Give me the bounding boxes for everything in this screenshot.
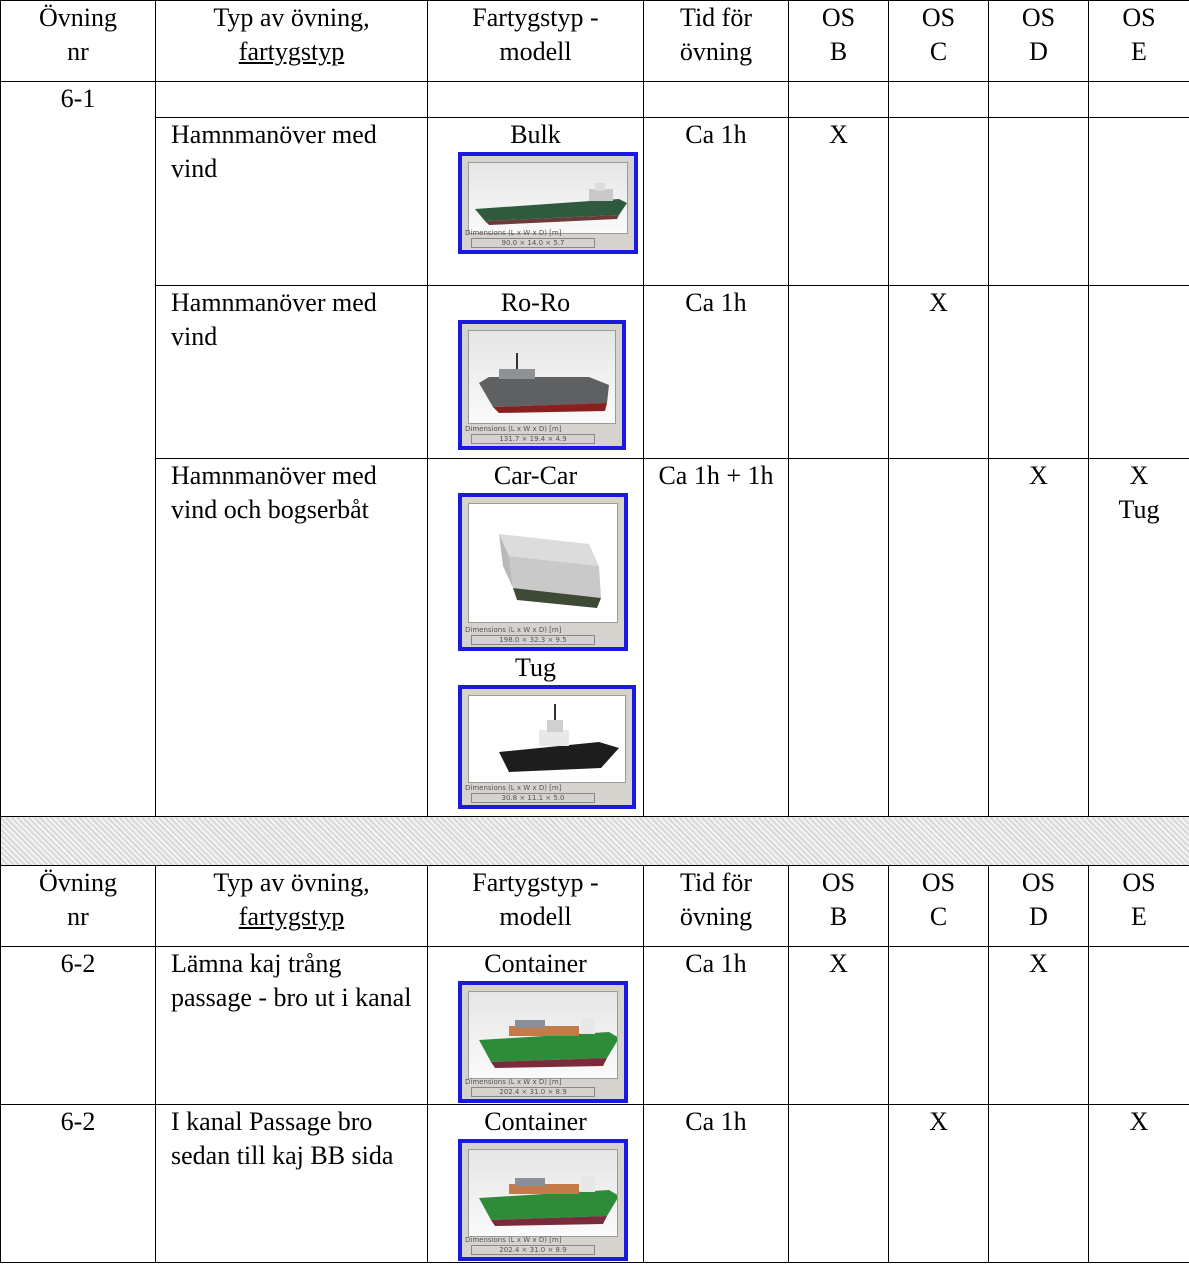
mark-osb: X — [789, 118, 889, 286]
mark-ose — [1089, 286, 1189, 459]
header-modell: Fartygstyp - modell — [428, 866, 644, 947]
exercise-time: Ca 1h + 1h — [644, 459, 789, 817]
car-carrier-icon — [469, 504, 618, 622]
bulk-ship-icon — [469, 163, 628, 233]
ship-thumbnail: Dimensions (L x W x D) [m] 30.8 × 11.1 × 5.0 — [458, 685, 636, 809]
mark-osd: X — [989, 947, 1089, 1105]
header-osb: OS B — [789, 1, 889, 82]
header-ose: OS E — [1089, 1, 1189, 82]
mark-osc — [889, 947, 989, 1105]
exercise-nr: 6-1 — [1, 82, 156, 817]
exercise-type: Hamnmanöver med vind och bogserbåt — [156, 459, 428, 817]
mark-osd — [989, 1105, 1089, 1263]
header-nr: Övning nr — [1, 1, 156, 82]
header-ose: OS E — [1089, 866, 1189, 947]
table-row — [1, 459, 1189, 817]
model-name: Container — [484, 949, 587, 978]
header-tid: Tid för övning — [644, 1, 789, 82]
model-name: Bulk — [510, 120, 561, 149]
header-osc: OS C — [889, 1, 989, 82]
mark-ose — [1089, 118, 1189, 286]
ship-thumbnail: Dimensions (L x W x D) [m] 198.0 × 32.3 × 9.5 — [458, 493, 628, 651]
header-tid: Tid för övning — [644, 866, 789, 947]
mark-osb — [789, 286, 889, 459]
section-divider — [1, 817, 1189, 866]
mark-osc — [889, 118, 989, 286]
mark-osb — [789, 1105, 889, 1263]
exercise-time: Ca 1h — [644, 947, 789, 1105]
mark-osb: X — [789, 947, 889, 1105]
table-row — [1, 1105, 1189, 1263]
exercise-time: Ca 1h — [644, 1105, 789, 1263]
container-ship-icon — [469, 992, 618, 1078]
exercise-type: Lämna kaj trång passage - bro ut i kanal — [156, 947, 428, 1105]
model-cell — [428, 1105, 644, 1263]
header-typ: Typ av övning, fartygstyp — [156, 1, 428, 82]
model-cell — [428, 459, 644, 817]
exercise-type: Hamnmanöver med vind — [156, 286, 428, 459]
section1-title-row — [1, 82, 1189, 118]
model-name: Car-Car — [493, 461, 578, 490]
table-row — [1, 286, 1189, 459]
mark-osd — [989, 118, 1089, 286]
container-ship-icon — [469, 1150, 618, 1236]
roro-ship-icon — [469, 331, 616, 423]
table-row — [1, 947, 1189, 1105]
model-cell — [428, 118, 644, 286]
header-row — [1, 1, 1189, 82]
exercise-time: Ca 1h — [644, 118, 789, 286]
model-name: Ro-Ro — [500, 288, 571, 317]
exercise-time: Ca 1h — [644, 286, 789, 459]
mark-osc: X — [889, 1105, 989, 1263]
header-nr: Övning nr — [1, 866, 156, 947]
header-osd: OS D — [989, 1, 1089, 82]
table-row — [1, 118, 1189, 286]
ship-thumbnail: Dimensions (L x W x D) [m] 90.0 × 14.0 × 5.7 — [458, 152, 638, 254]
header-modell: Fartygstyp - modell — [428, 1, 644, 82]
header-typ: Typ av övning, fartygstyp — [156, 866, 428, 947]
mark-osb — [789, 459, 889, 817]
mark-osc — [889, 459, 989, 817]
exercise-nr: 6-2 — [1, 947, 156, 1105]
ship-thumbnail: Dimensions (L x W x D) [m] 202.4 × 31.0 × 8.9 — [458, 981, 628, 1103]
model-name: Tug — [515, 653, 556, 682]
mark-osc: X — [889, 286, 989, 459]
mark-ose: X — [1089, 1105, 1189, 1263]
mark-ose: X Tug — [1089, 459, 1189, 817]
header-row — [1, 866, 1189, 947]
model-cell — [428, 947, 644, 1105]
ship-thumbnail: Dimensions (L x W x D) [m] 131.7 × 19.4 × 4.9 — [458, 320, 626, 450]
header-osb: OS B — [789, 866, 889, 947]
model-name: Container — [484, 1107, 587, 1136]
header-osc: OS C — [889, 866, 989, 947]
ship-thumbnail: Dimensions (L x W x D) [m] 202.4 × 31.0 × 8.9 — [458, 1139, 628, 1261]
exercise-nr: 6-2 — [1, 1105, 156, 1263]
model-cell — [428, 286, 644, 459]
mark-osd: X — [989, 459, 1089, 817]
mark-ose — [1089, 947, 1189, 1105]
header-osd: OS D — [989, 866, 1089, 947]
exercise-type: Hamnmanöver med vind — [156, 118, 428, 286]
exercise-type: I kanal Passage bro sedan till kaj BB sida — [156, 1105, 428, 1263]
mark-osd — [989, 286, 1089, 459]
tug-boat-icon — [469, 696, 626, 782]
